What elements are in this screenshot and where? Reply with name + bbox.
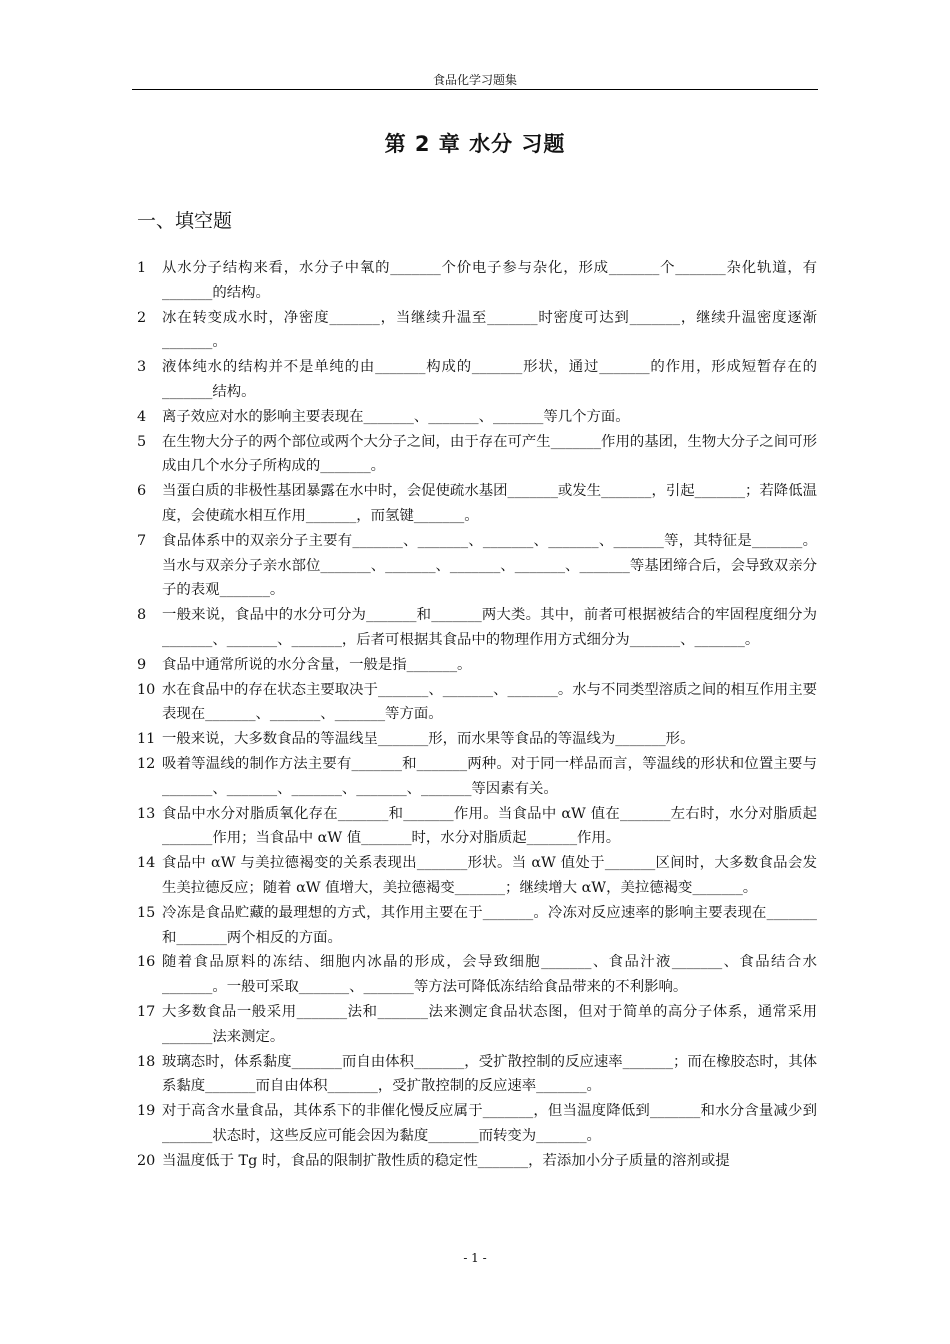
question-item [137,901,817,951]
question-item [137,479,817,529]
chapter-title: 第 2 章 水分 习题 [384,132,566,156]
question-item [137,430,817,480]
question-number: 20 [137,1152,156,1169]
question-number: 7 [137,532,147,549]
question-number: 1 [137,260,147,276]
question-text: 从水分子结构来看，水分子中氧的_______个价电子参与杂化，形成_______个_______杂化轨道，有_______的结构。 [162,260,817,301]
question-item [137,950,817,1000]
question-text: 水在食品中的存在状态主要取决于_______、_______、_______。水与不同类型溶质之间的相互作用主要表现在_______、_______、_______等方面。 [162,681,817,723]
question-number: 10 [137,681,156,698]
question-item [137,678,817,728]
section-heading: 一、填空题 [137,210,233,232]
question-number: 2 [137,309,147,326]
question-number: 16 [137,954,156,971]
question-text: 对于高含水量食品，其体系下的非催化慢反应属于_______，但当温度降低到_______和水分含量减少到_______状态时，这些反应可能会因为黏度_______而转变为_______。 [162,1103,817,1144]
question-item [137,1000,817,1050]
question-text: 食品中通常所说的水分含量，一般是指_______。 [162,656,472,673]
question-text: 食品中水分对脂质氧化存在_______和_______作用。当食品中 αW 值在_______左右时，水分对脂质起_______作用；当食品中 αW 值_______时，水分对脂质起_______作用。 [162,805,817,847]
question-number: 13 [137,805,156,822]
question-number: 11 [137,731,156,748]
question-number: 17 [137,1003,156,1020]
question-number: 19 [137,1103,156,1120]
question-text: 玻璃态时，体系黏度_______而自由体积_______，受扩散控制的反应速率_______；而在橡胶态时，其体系黏度_______而自由体积_______，受扩散控制的反应速率_______。 [162,1053,817,1095]
question-item [137,306,817,356]
question-number: 5 [137,433,147,450]
question-item [137,529,817,603]
running-header: 食品化学习题集 [432,73,517,87]
question-item [137,727,817,752]
question-text: 当温度低于 Tg 时，食品的限制扩散性质的稳定性_______，若添加小分子质量的溶剂或提 [162,1152,730,1169]
question-text: 吸着等温线的制作方法主要有_______和_______两种。对于同一样品而言，等温线的形状和位置主要与_______、_______、_______、_______、_______等因素有关。 [162,755,817,797]
question-text: 冷冻是食品贮藏的最理想的方式，其作用主要在于_______。冷冻对反应速率的影响主要表现在_______和_______两个相反的方面。 [162,904,817,946]
question-item [137,355,817,405]
question-number: 3 [137,359,147,376]
question-text: 一般来说，大多数食品的等温线呈_______形，而水果等食品的等温线为_______形。 [162,731,695,748]
question-item [137,653,817,678]
question-text: 在生物大分子的两个部位或两个大分子之间，由于存在可产生_______作用的基团，生物大分子之间可形成由几个水分子所构成的_______。 [162,433,817,475]
question-item [137,802,817,852]
question-text: 一般来说，食品中的水分可分为_______和_______两大类。其中，前者可根据被结合的牢固程度细分为_______、_______、_______，后者可根据其食品中的物理作用方式细分为_______、_______。 [162,607,817,648]
question-text: 离子效应对水的影响主要表现在_______、_______、_______等几个方面。 [162,408,630,425]
question-item [137,1099,817,1149]
question-text: 随着食品原料的冻结、细胞内冰晶的形成，会导致细胞_______、食品汁液_______、食品结合水_______。一般可采取_______、_______等方法可降低冻结给食品带来的不利影响。 [162,954,817,996]
question-number: 12 [137,755,156,772]
header-rule [132,89,818,90]
question-item [137,603,817,653]
question-text: 食品体系中的双亲分子主要有_______、_______、_______、_______、_______等，其特征是_______。当水与双亲分子亲水部位_______、_______、_______、_______、_______等基团缔合后，会导致双亲分子的表观_______。 [162,532,817,599]
question-number: 14 [137,855,156,872]
question-text: 当蛋白质的非极性基团暴露在水中时，会促使疏水基团_______或发生_______，引起_______；若降低温度，会使疏水相互作用_______，而氢键_______。 [162,483,817,524]
page-number: - 1 - [463,1251,487,1265]
question-number: 6 [137,483,147,500]
question-item [137,752,817,802]
question-number: 18 [137,1053,156,1070]
question-item [137,1149,817,1174]
question-item [137,256,817,306]
question-item [137,1050,817,1100]
question-text: 冰在转变成水时，净密度_______，当继续升温至_______时密度可达到_______，继续升温密度逐渐_______。 [162,309,817,351]
question-list [137,256,817,1173]
question-text: 大多数食品一般采用_______法和_______法来测定食品状态图，但对于简单的高分子体系，通常采用_______法来测定。 [162,1003,817,1045]
question-text: 食品中 αW 与美拉德褐变的关系表现出_______形状。当 αW 值处于_______区间时，大多数食品会发生美拉德反应；随着 αW 值增大，美拉德褐变_______；继续增大 αW，美拉德褐变_______。 [162,855,817,896]
question-number: 8 [137,607,147,624]
question-item [137,851,817,901]
question-number: 15 [137,904,156,921]
question-text: 液体纯水的结构并不是单纯的由_______构成的_______形状，通过_______的作用，形成短暂存在的_______结构。 [162,359,817,400]
question-number: 9 [137,656,147,673]
question-item [137,405,817,430]
question-number: 4 [137,408,147,425]
